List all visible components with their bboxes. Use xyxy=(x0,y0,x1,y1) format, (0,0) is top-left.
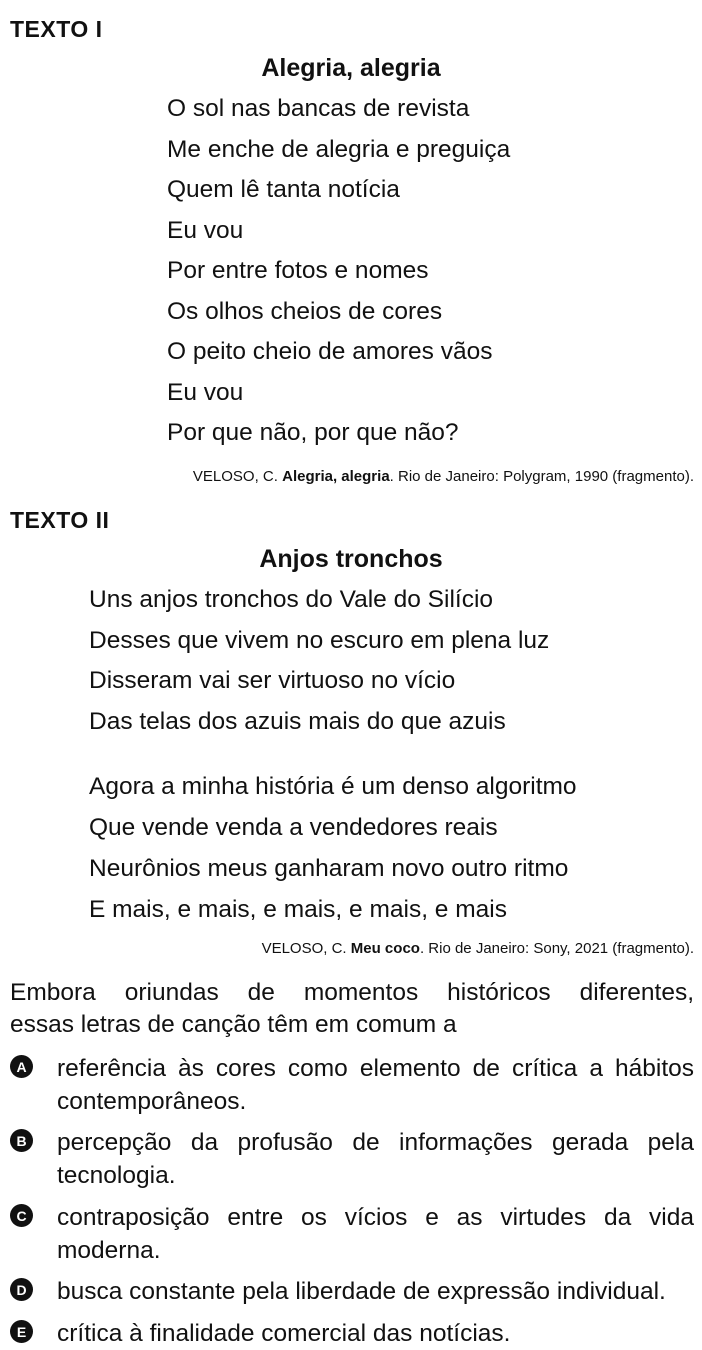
verse-line: O peito cheio de amores vãos xyxy=(167,338,493,365)
verse-line: Desses que vivem no escuro em plena luz xyxy=(89,627,550,654)
texto-1-source-work: Alegria, alegria xyxy=(282,468,390,485)
option-a-letter-icon: A xyxy=(10,1055,33,1078)
option-e-letter-icon: E xyxy=(10,1320,33,1343)
verse-line: E mais, e mais, e mais, e mais, e mais xyxy=(89,896,507,923)
option-c-letter-icon: C xyxy=(10,1204,33,1227)
verse-line: Por entre fotos e nomes xyxy=(167,257,429,284)
verse-line: Uns anjos tronchos do Vale do Silício xyxy=(89,586,494,613)
question-stem: Embora oriundas de momentos históricos diferentes, essas letras de canção têm em comum a xyxy=(10,979,694,1038)
texto-2-label: TEXTO II xyxy=(10,507,110,533)
verse-line: Eu vou xyxy=(167,379,244,406)
verse-line: Por que não, por que não? xyxy=(167,419,459,446)
option-c-text: contraposição entre os vícios e as virtudes da vida moderna. xyxy=(57,1204,694,1264)
texto-1-title: Alegria, alegria xyxy=(261,54,441,82)
texto-1-source: VELOSO, C. Alegria, alegria. Rio de Janeiro: Polygram, 1990 (fragmento). xyxy=(192,468,694,485)
verse-line: Disseram vai ser virtuoso no vício xyxy=(89,667,456,694)
option-d-letter-icon: D xyxy=(10,1278,33,1301)
verse-line: Neurônios meus ganharam novo outro ritmo xyxy=(89,855,569,882)
option-e-text: crítica à finalidade comercial das notícias. xyxy=(57,1320,511,1347)
option-a-text: referência às cores como elemento de crítica a hábitos contemporâneos. xyxy=(57,1055,694,1115)
verse-line: Agora a minha história é um denso algoritmo xyxy=(89,773,577,800)
verse-line: Das telas dos azuis mais do que azuis xyxy=(89,708,506,735)
texto-2-source-work: Meu coco xyxy=(350,940,420,957)
option-d-text: busca constante pela liberdade de expressão individual. xyxy=(57,1278,666,1305)
texto-2-source: VELOSO, C. Meu coco. Rio de Janeiro: Sony, 2021 (fragmento). xyxy=(261,940,694,957)
verse-line: Quem lê tanta notícia xyxy=(167,176,400,203)
verse-line: Que vende venda a vendedores reais xyxy=(89,814,498,841)
option-b-letter-icon: B xyxy=(10,1129,33,1152)
option-b-text: percepção da profusão de informações gerada pela tecnologia. xyxy=(57,1129,694,1189)
verse-line: Os olhos cheios de cores xyxy=(167,298,443,325)
texto-1-label: TEXTO I xyxy=(10,16,103,42)
verse-line: Me enche de alegria e preguiça xyxy=(167,136,511,163)
verse-line: Eu vou xyxy=(167,217,244,244)
verse-line: O sol nas bancas de revista xyxy=(167,95,470,122)
texto-2-title: Anjos tronchos xyxy=(259,545,443,573)
